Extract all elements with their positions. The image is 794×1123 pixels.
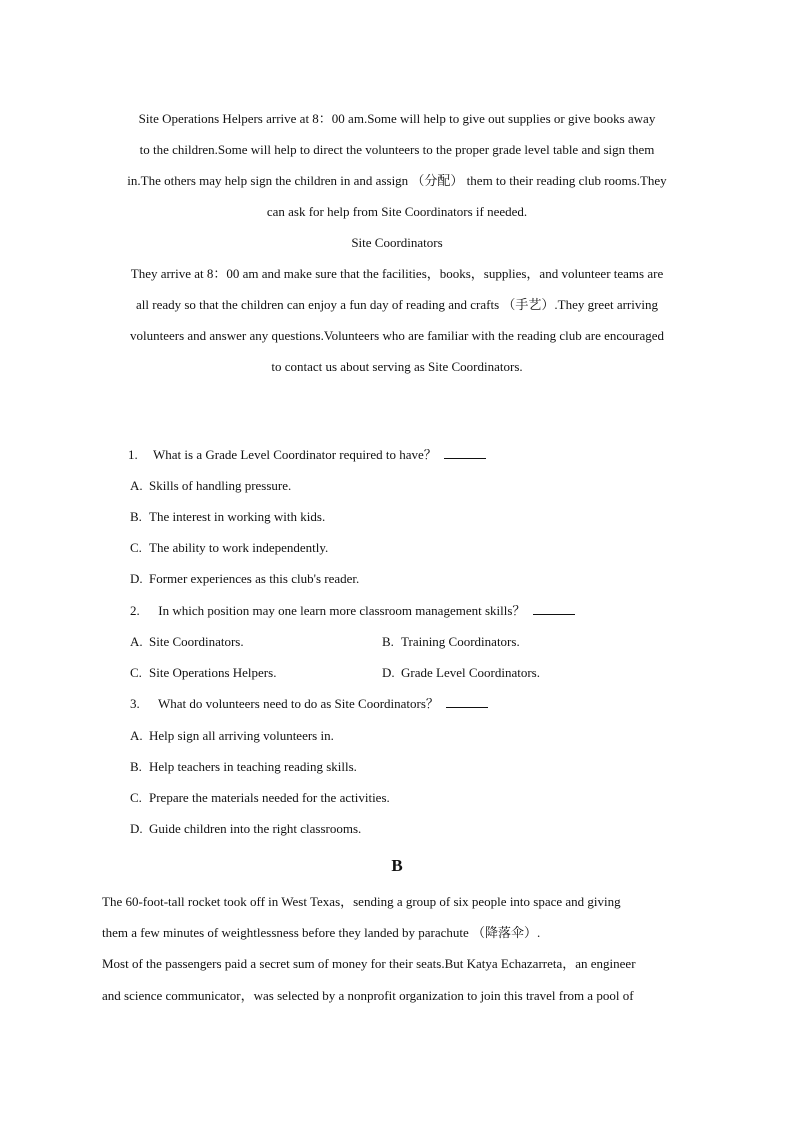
answer-blank [533,602,575,615]
option-2d [382,664,540,682]
option-letter: D. [130,571,143,586]
question-number: 3. [130,696,140,711]
option-letter: B. [130,759,142,774]
section-b-title: B [391,856,403,875]
option-letter: A. [130,728,143,743]
option-letter: B. [130,509,142,524]
option-letter: D. [382,665,395,680]
option-text: Site Coordinators. [149,634,244,649]
option-text: Former experiences as this club's reader. [149,571,360,586]
option-2a [130,633,244,651]
option-text: Skills of handling pressure. [149,478,292,493]
question-text: In which position may one learn more classroom management skills？ [158,603,526,618]
option-3c [130,789,390,807]
option-text: Guide children into the right classrooms. [149,821,362,836]
option-1c [130,539,328,557]
paragraph-line: They arrive at 8：00 am and make sure that the facilities，books，supplies，and volunteer teams are [130,266,664,281]
answer-blank [444,446,486,459]
section-heading: Site Coordinators [351,235,443,250]
paragraph-line: them a few minutes of weightlessness before they landed by parachute （降落伞）. [102,925,541,940]
paragraph-line: to the children.Some will help to direct the volunteers to the proper grade level table and sign them [139,142,655,157]
option-text: Site Operations Helpers. [149,665,277,680]
paragraph-line: in.The others may help sign the children in and assign （分配） them to their reading club rooms.They [127,173,667,188]
option-letter: C. [130,665,142,680]
question-3 [130,695,488,713]
paragraph-line: all ready so that the children can enjoy a fun day of reading and crafts （手艺）.They greet arriving [136,297,658,312]
option-text: The interest in working with kids. [149,509,326,524]
question-text: What do volunteers need to do as Site Coordinators？ [158,696,439,711]
paragraph-line: Site Operations Helpers arrive at 8：00 am.Some will help to give out supplies or give books away [138,111,656,126]
paragraph-line: can ask for help from Site Coordinators if needed. [266,204,528,219]
option-letter: D. [130,821,143,836]
paragraph-line: volunteers and answer any questions.Volunteers who are familiar with the reading club are encouraged [129,328,665,343]
option-letter: C. [130,540,142,555]
question-1 [128,446,486,464]
option-3b [130,758,357,776]
option-3d [130,820,361,838]
option-text: Prepare the materials needed for the activities. [149,790,390,805]
option-3a [130,727,334,745]
option-letter: A. [130,634,143,649]
option-1d [130,570,359,588]
question-number: 1. [128,447,138,462]
option-letter: C. [130,790,142,805]
option-2c [130,664,276,682]
option-1b [130,508,325,526]
option-letter: A. [130,478,143,493]
paragraph-line: and science communicator，was selected by a nonprofit organization to join this travel from a pool of [102,988,634,1003]
option-text: Grade Level Coordinators. [401,665,540,680]
option-text: The ability to work independently. [149,540,329,555]
site-ops-paragraph [100,103,694,382]
option-text: Training Coordinators. [401,634,520,649]
paragraph-line: to contact us about serving as Site Coordinators. [271,359,523,374]
option-text: Help teachers in teaching reading skills. [149,759,357,774]
question-2 [130,602,575,620]
paragraph-line: The 60-foot-tall rocket took off in West Texas，sending a group of six people into space and giving [102,894,621,909]
answer-blank [446,695,488,708]
option-1a [130,477,291,495]
option-2b [382,633,520,651]
question-text: What is a Grade Level Coordinator required to have？ [153,447,437,462]
question-number: 2. [130,603,140,618]
paragraph-line: Most of the passengers paid a secret sum of money for their seats.But Katya Echazarreta，an engineer [102,956,636,971]
option-letter: B. [382,634,394,649]
option-text: Help sign all arriving volunteers in. [149,728,334,743]
